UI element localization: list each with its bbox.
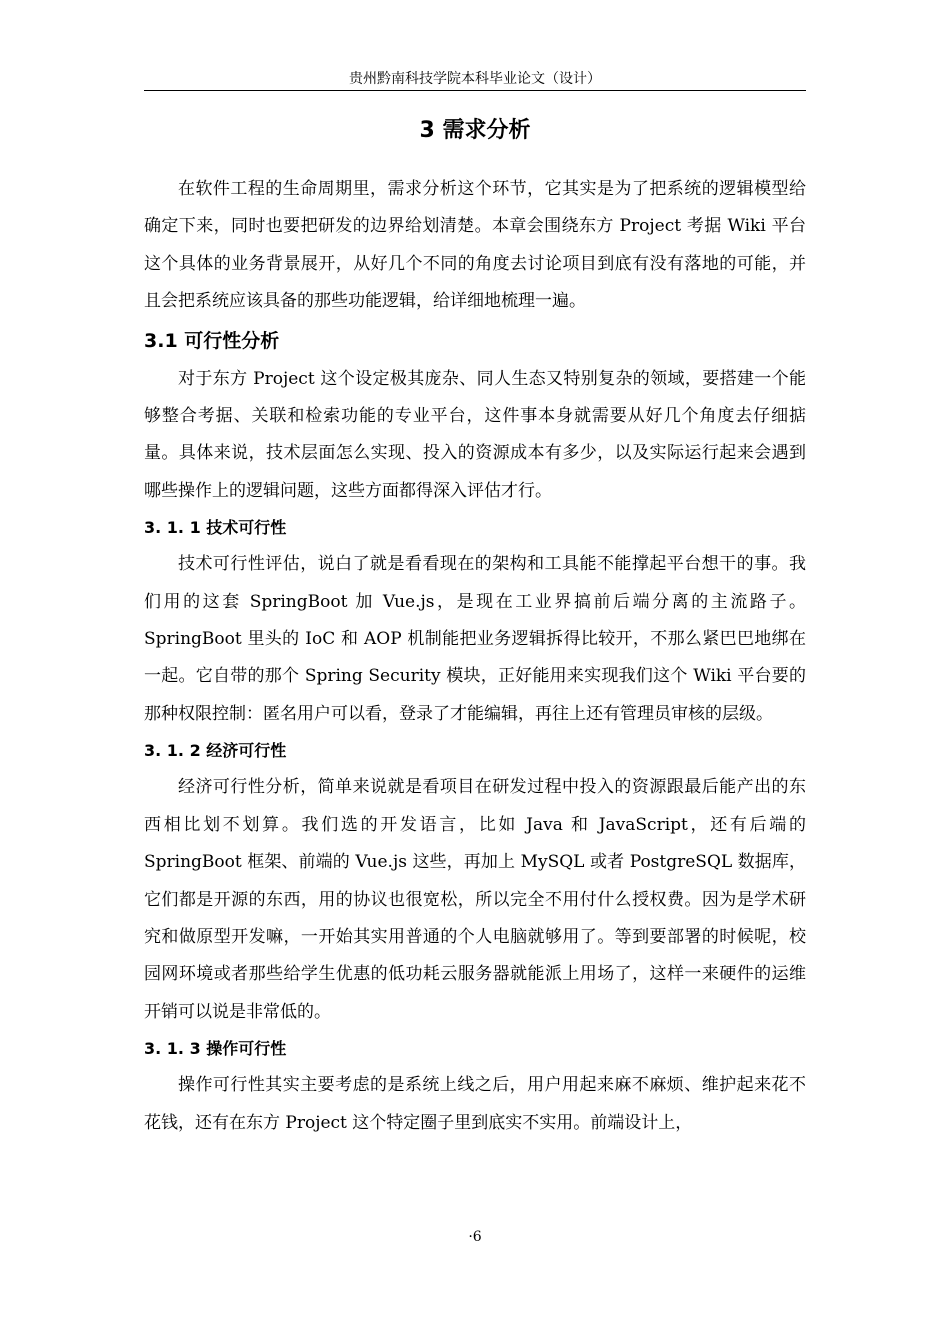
subsection-paragraph-technical: 技术可行性评估，说白了就是看看现在的架构和工具能不能撑起平台想干的事。我们用的这套 SpringBoot 加 Vue.js，是现在工业界搞前后端分离的主流路子。SpringBoot 里头的 IoC 和 AOP 机制能把业务逻辑拆得比较开，不那么紧巴巴地绑在一起。它自带的那个 Spring Security 模块，正好能用来实现我们这个 Wiki 平台要的那种权限控制：匿名用户可以看，登录了才能编辑，再往上还有管理员审核的层级。 (144, 554, 806, 724)
subsection-heading-technical: 3. 1. 1 技术可行性 (144, 518, 287, 538)
section-paragraph-feasibility: 对于东方 Project 这个设定极其庞杂、同人生态又特别复杂的领域，要搭建一个能够整合考据、关联和检索功能的专业平台，这件事本身就需要从好几个角度去仔细掂量。具体来说，技术层面怎么实现、投入的资源成本有多少，以及实际运行起来会遇到哪些操作上的逻辑问题，这些方面都得深入评估才行。 (144, 368, 806, 501)
header-rule (144, 90, 806, 91)
chapter-intro-paragraph: 在软件工程的生命周期里，需求分析这个环节，它其实是为了把系统的逻辑模型给确定下来，同时也要把研发的边界给划清楚。本章会围绕东方 Project 考据 Wiki 平台这个具体的业务背景展开，从好几个不同的角度去讨论项目到底有没有落地的可能，并且会把系统应该具备的那些功能逻辑，给详细地梳理一遍。 (144, 179, 806, 312)
subsection-heading-operational: 3. 1. 3 操作可行性 (144, 1039, 287, 1059)
chapter-title: 3 需求分析 (419, 118, 531, 143)
running-header: 贵州黔南科技学院本科毕业论文（设计） (349, 71, 601, 87)
subsection-paragraph-operational: 操作可行性其实主要考虑的是系统上线之后，用户用起来麻不麻烦、维护起来花不花钱，还有在东方 Project 这个特定圈子里到底实不实用。前端设计上， (144, 1075, 806, 1133)
section-heading-feasibility: 3.1 可行性分析 (144, 329, 280, 352)
page-number: ·6 (468, 1229, 482, 1245)
document-body (144, 171, 806, 1142)
subsection-paragraph-economic: 经济可行性分析，简单来说就是看项目在研发过程中投入的资源跟最后能产出的东西相比划不划算。我们选的开发语言，比如 Java 和 JavaScript，还有后端的 SpringBoot 框架、前端的 Vue.js 这些，再加上 MySQL 或者 PostgreSQL 数据库，它们都是开源的东西，用的协议也很宽松，所以完全不用付什么授权费。因为是学术研究和做原型开发嘛，一开始其实用普通的个人电脑就够用了。等到要部署的时候呢，校园网环境或者那些给学生优惠的低功耗云服务器就能派上用场了，这样一来硬件的运维开销可以说是非常低的。 (144, 777, 806, 1022)
subsection-heading-economic: 3. 1. 2 经济可行性 (144, 741, 287, 761)
